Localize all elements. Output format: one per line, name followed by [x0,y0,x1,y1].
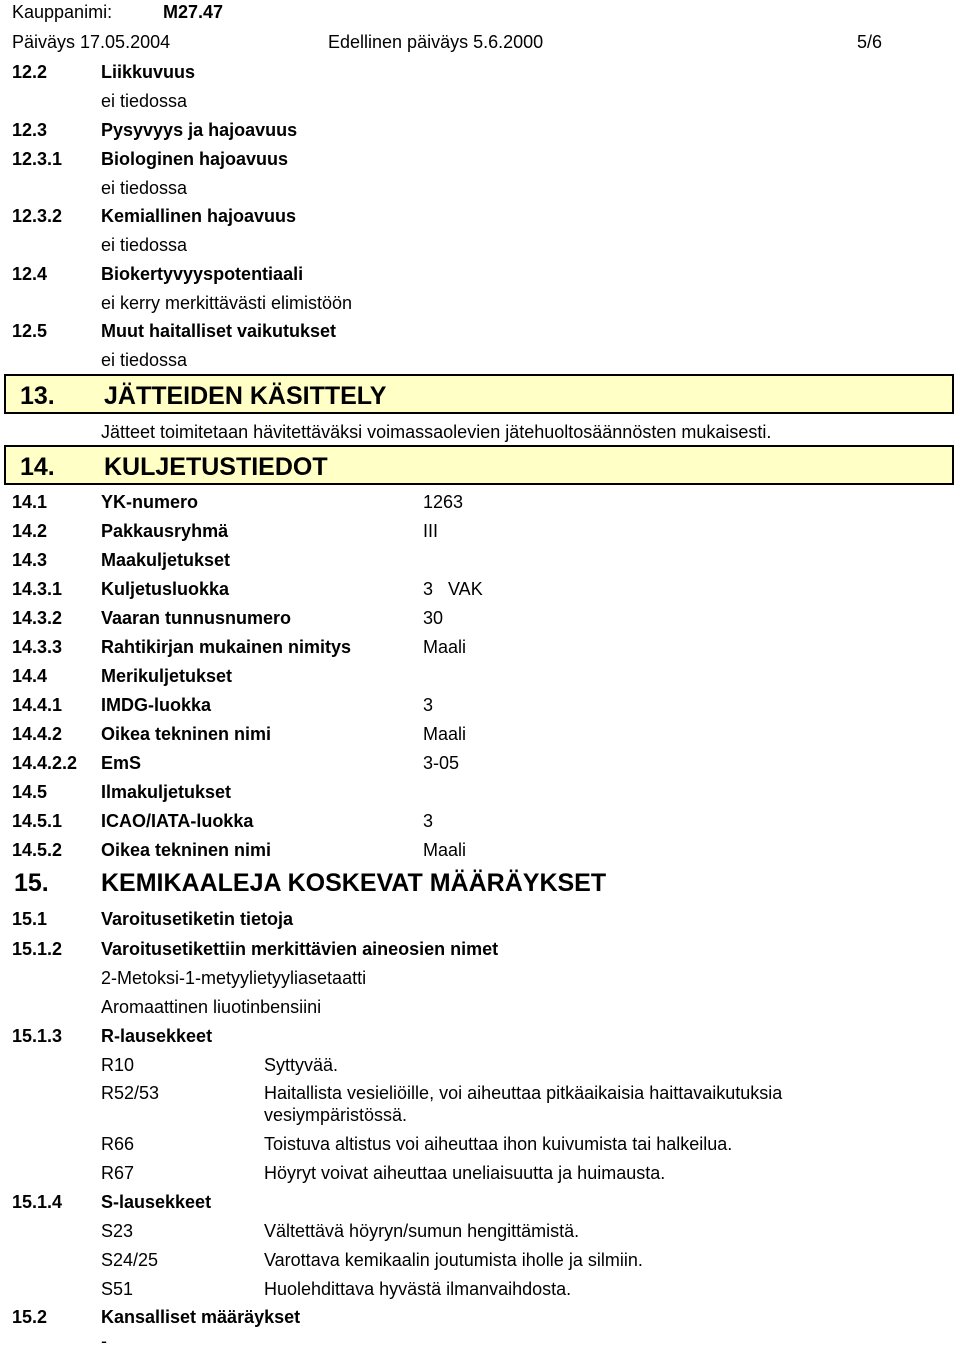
section-14-number: 14. [20,453,55,481]
r-phrase-code: R10 [101,1055,135,1075]
section-title: Muut haitalliset vaikutukset [101,321,337,341]
row-number: 14.4.2 [12,724,63,744]
r-phrase-code: R67 [101,1163,135,1183]
section-15-number: 15. [14,869,49,897]
row-value: 1263 [423,492,464,512]
row-label: Ilmakuljetukset [101,782,232,802]
row-value: 3 VAK [423,579,483,599]
row-label: Oikea tekninen nimi [101,840,272,860]
section-13-text: Jätteet toimitetaan hävitettäväksi voimassaolevien jätehuoltosäännösten mukaisesti. [101,422,772,442]
section-number: 15.1.3 [12,1026,63,1046]
section-number: 15.1.4 [12,1192,63,1212]
section-title: Kemiallinen hajoavuus [101,206,297,226]
section-title: Pysyvyys ja hajoavuus [101,120,298,140]
row-value: Maali [423,840,467,860]
s-phrase-code: S23 [101,1221,134,1241]
r-phrase-text: Toistuva altistus voi aiheuttaa ihon kuivumista tai halkeilua. [264,1134,733,1154]
row-number: 14.3.2 [12,608,63,628]
section-14-title: KULJETUSTIEDOT [104,453,328,481]
row-number: 14.5.1 [12,811,63,831]
row-number: 14.1 [12,492,48,512]
row-number: 14.4 [12,666,48,686]
s-phrase-text: Varottava kemikaalin joutumista iholle ja silmiin. [264,1250,643,1270]
row-label: Kuljetusluokka [101,579,230,599]
row-number: 14.5.2 [12,840,63,860]
section-number: 12.5 [12,321,48,341]
section-text: - [101,1331,107,1351]
row-number: 14.4.1 [12,695,63,715]
section-number: 12.3.2 [12,206,63,226]
section-number: 15.1.2 [12,939,63,959]
s-phrase-code: S51 [101,1279,134,1299]
section-text: ei tiedossa [101,91,188,111]
r-phrase-code: R66 [101,1134,135,1154]
row-label: Vaaran tunnusnumero [101,608,292,628]
section-number: 15.2 [12,1307,48,1327]
previous-date: Edellinen päiväys 5.6.2000 [328,32,544,52]
row-value: 3 [423,811,434,831]
section-13-title: JÄTTEIDEN KÄSITTELY [104,382,387,410]
page-number: 5/6 [857,32,883,52]
row-value: Maali [423,724,467,744]
r-phrase-text: Haitallista vesieliöille, voi aiheuttaa pitkäaikaisia haittavaikutuksia vesiympäristössä. [264,1083,783,1125]
s-phrase-text: Vältettävä höyryn/sumun hengittämistä. [264,1221,580,1241]
row-number: 14.4.2.2 [12,753,78,773]
ingredient-name: Aromaattinen liuotinbensiini [101,997,322,1017]
product-name-value: M27.47 [163,2,224,22]
s-phrase-code: S24/25 [101,1250,159,1270]
section-number: 12.3.1 [12,149,63,169]
row-label: EmS [101,753,142,773]
section-13-number: 13. [20,382,55,410]
row-label: ICAO/IATA-luokka [101,811,254,831]
section-title: Biokertyvyyspotentiaali [101,264,304,284]
row-number: 14.5 [12,782,48,802]
ingredient-name: 2-Metoksi-1-metyylietyyliasetaatti [101,968,367,988]
row-value: Maali [423,637,467,657]
row-label: IMDG-luokka [101,695,212,715]
section-text: ei kerry merkittävästi elimistöön [101,293,353,313]
section-title: Liikkuvuus [101,62,196,82]
section-14-heading-band [4,445,954,485]
row-label: Merikuljetukset [101,666,233,686]
date-label: Päiväys 17.05.2004 [12,32,171,52]
section-15-title: KEMIKAALEJA KOSKEVAT MÄÄRÄYKSET [101,869,607,897]
row-number: 14.3.1 [12,579,63,599]
row-number: 14.3 [12,550,48,570]
section-text: ei tiedossa [101,350,188,370]
row-label: Pakkausryhmä [101,521,229,541]
section-text: ei tiedossa [101,235,188,255]
section-number: 15.1 [12,909,48,929]
row-value: 3-05 [423,753,460,773]
section-number: 12.4 [12,264,48,284]
row-value: 3 [423,695,434,715]
product-name-label: Kauppanimi: [12,2,113,22]
section-text: ei tiedossa [101,178,188,198]
section-title: Biologinen hajoavuus [101,149,289,169]
row-number: 14.2 [12,521,48,541]
section-title: Varoitusetikettiin merkittävien aineosien nimet [101,939,499,959]
row-value: 30 [423,608,444,628]
section-title: S-lausekkeet [101,1192,212,1212]
row-value: III [423,521,439,541]
s-phrase-text: Huolehdittava hyvästä ilmanvaihdosta. [264,1279,572,1299]
row-label: YK-numero [101,492,199,512]
section-13-heading-band [4,374,954,414]
section-number: 12.3 [12,120,48,140]
r-phrase-text: Höyryt voivat aiheuttaa uneliaisuutta ja huimausta. [264,1163,666,1183]
section-number: 12.2 [12,62,48,82]
section-title: R-lausekkeet [101,1026,213,1046]
r-phrase-code: R52/53 [101,1083,160,1103]
section-title: Varoitusetiketin tietoja [101,909,294,929]
row-number: 14.3.3 [12,637,63,657]
r-phrase-text: Syttyvää. [264,1055,339,1075]
section-title: Kansalliset määräykset [101,1307,301,1327]
row-label: Oikea tekninen nimi [101,724,272,744]
row-label: Maakuljetukset [101,550,231,570]
row-label: Rahtikirjan mukainen nimitys [101,637,352,657]
